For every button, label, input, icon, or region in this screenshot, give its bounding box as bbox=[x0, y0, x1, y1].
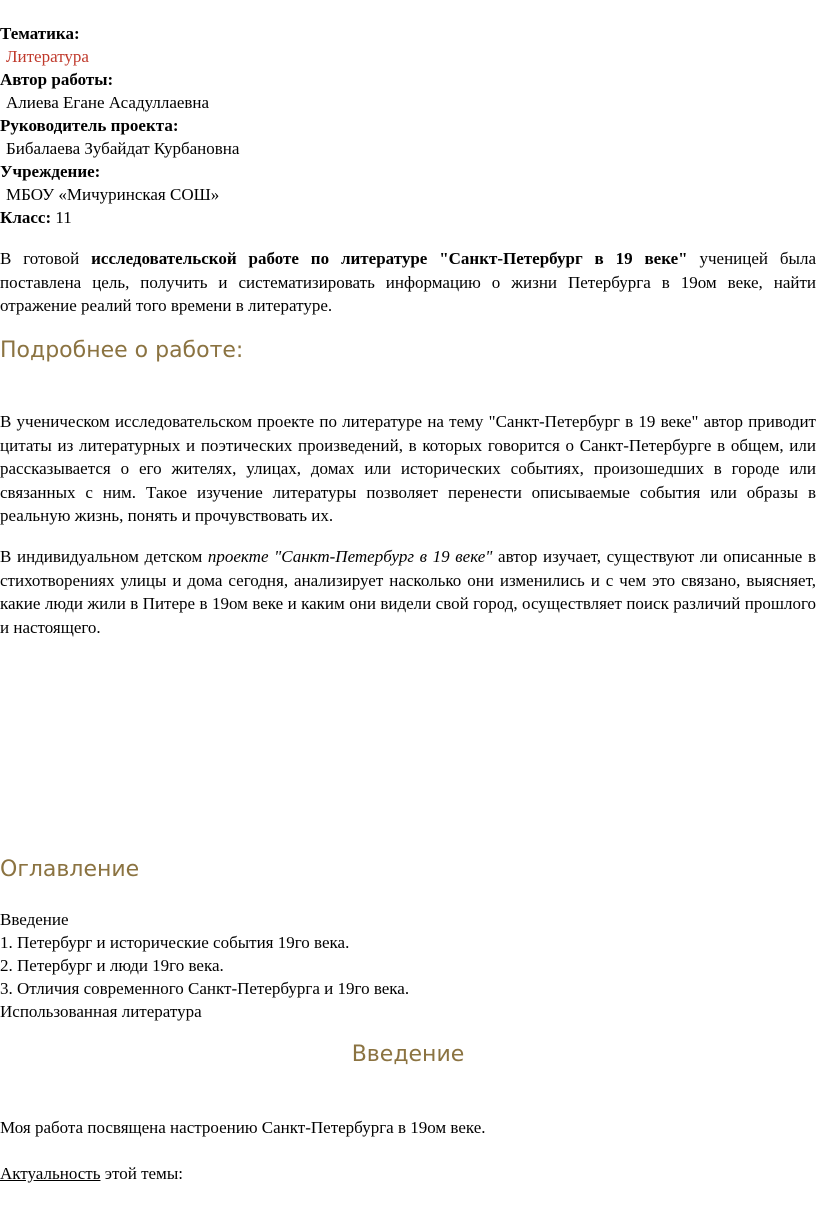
toc-item: Введение bbox=[0, 910, 69, 929]
topic-value: Литература bbox=[6, 47, 89, 66]
toc-item: 3. Отличия современного Санкт-Петербурга и 19го века. bbox=[0, 979, 410, 998]
topic-label: Тематика: bbox=[0, 24, 80, 43]
class-label: Класс: bbox=[0, 208, 52, 227]
paragraph-2-prefix: В индивидуальном детском bbox=[0, 547, 208, 566]
intro-text: Моя работа посвящена настроению Санкт-Петербурга в 19ом веке. bbox=[0, 1118, 486, 1137]
intro-heading: Введение bbox=[351, 1042, 465, 1067]
relevance-underlined: Актуальность bbox=[0, 1164, 101, 1183]
toc-item: 2. Петербург и люди 19го века. bbox=[0, 956, 224, 975]
toc-item: 1. Петербург и исторические события 19го века. bbox=[0, 933, 350, 952]
project-meta bbox=[0, 22, 816, 229]
paragraph-2-suffix: автор изучает, существуют ли описанные в стихотворениях улицы и дома сегодня, анализирует насколько они изменились и с чем это связано, выясняет, какие люди жили в Питере в 19ом веке и каким они видели свой город, осуществляет поиск различий прошлого и настоящего. bbox=[0, 547, 816, 637]
class-row bbox=[0, 206, 816, 229]
paragraph-2 bbox=[0, 545, 816, 639]
toc-heading: Оглавление bbox=[0, 857, 140, 882]
paragraph-2-italic: проекте "Санкт-Петербург в 19 веке" bbox=[207, 547, 493, 566]
toc-item: Использованная литература bbox=[0, 1002, 202, 1021]
intro-prefix: В готовой bbox=[0, 249, 92, 268]
table-of-contents bbox=[0, 908, 409, 1023]
paragraph-1: В ученическом исследовательском проекте по литературе на тему "Санкт-Петербург в 19 веке" автор приводит цитаты из литературных и поэтических произведений, в которых говорится о Санкт-Петербурге в общем, или рассказывается о его жителях, улицах, домах или исторических событиях, произошедших в городе или связанных с ним. Такое изучение литературы позволяет перенести описываемые события или образы в реальную жизнь, понять и прочувствовать их. bbox=[0, 412, 816, 525]
relevance-rest: этой темы: bbox=[100, 1164, 183, 1183]
supervisor-value: Бибалаева Зубайдат Курбановна bbox=[6, 139, 240, 158]
intro-paragraph bbox=[0, 247, 816, 318]
class-value: 11 bbox=[55, 208, 72, 227]
author-value: Алиева Егане Асадуллаевна bbox=[6, 93, 210, 112]
relevance-line bbox=[0, 1162, 816, 1186]
institution-value: МБОУ «Мичуринская СОШ» bbox=[6, 185, 220, 204]
author-label: Автор работы: bbox=[0, 70, 114, 89]
supervisor-label: Руководитель проекта: bbox=[0, 116, 179, 135]
intro-suffix: ученицей была поставлена цель, получить и систематизировать информацию о жизни Петербурга в 19ом веке, найти отражение реалий того времени в литературе. bbox=[0, 249, 816, 315]
institution-label: Учреждение: bbox=[0, 162, 101, 181]
intro-bold-title: исследовательской работе по литературе "Санкт-Петербург в 19 веке" bbox=[91, 249, 688, 268]
details-heading: Подробнее о работе: bbox=[0, 338, 244, 363]
